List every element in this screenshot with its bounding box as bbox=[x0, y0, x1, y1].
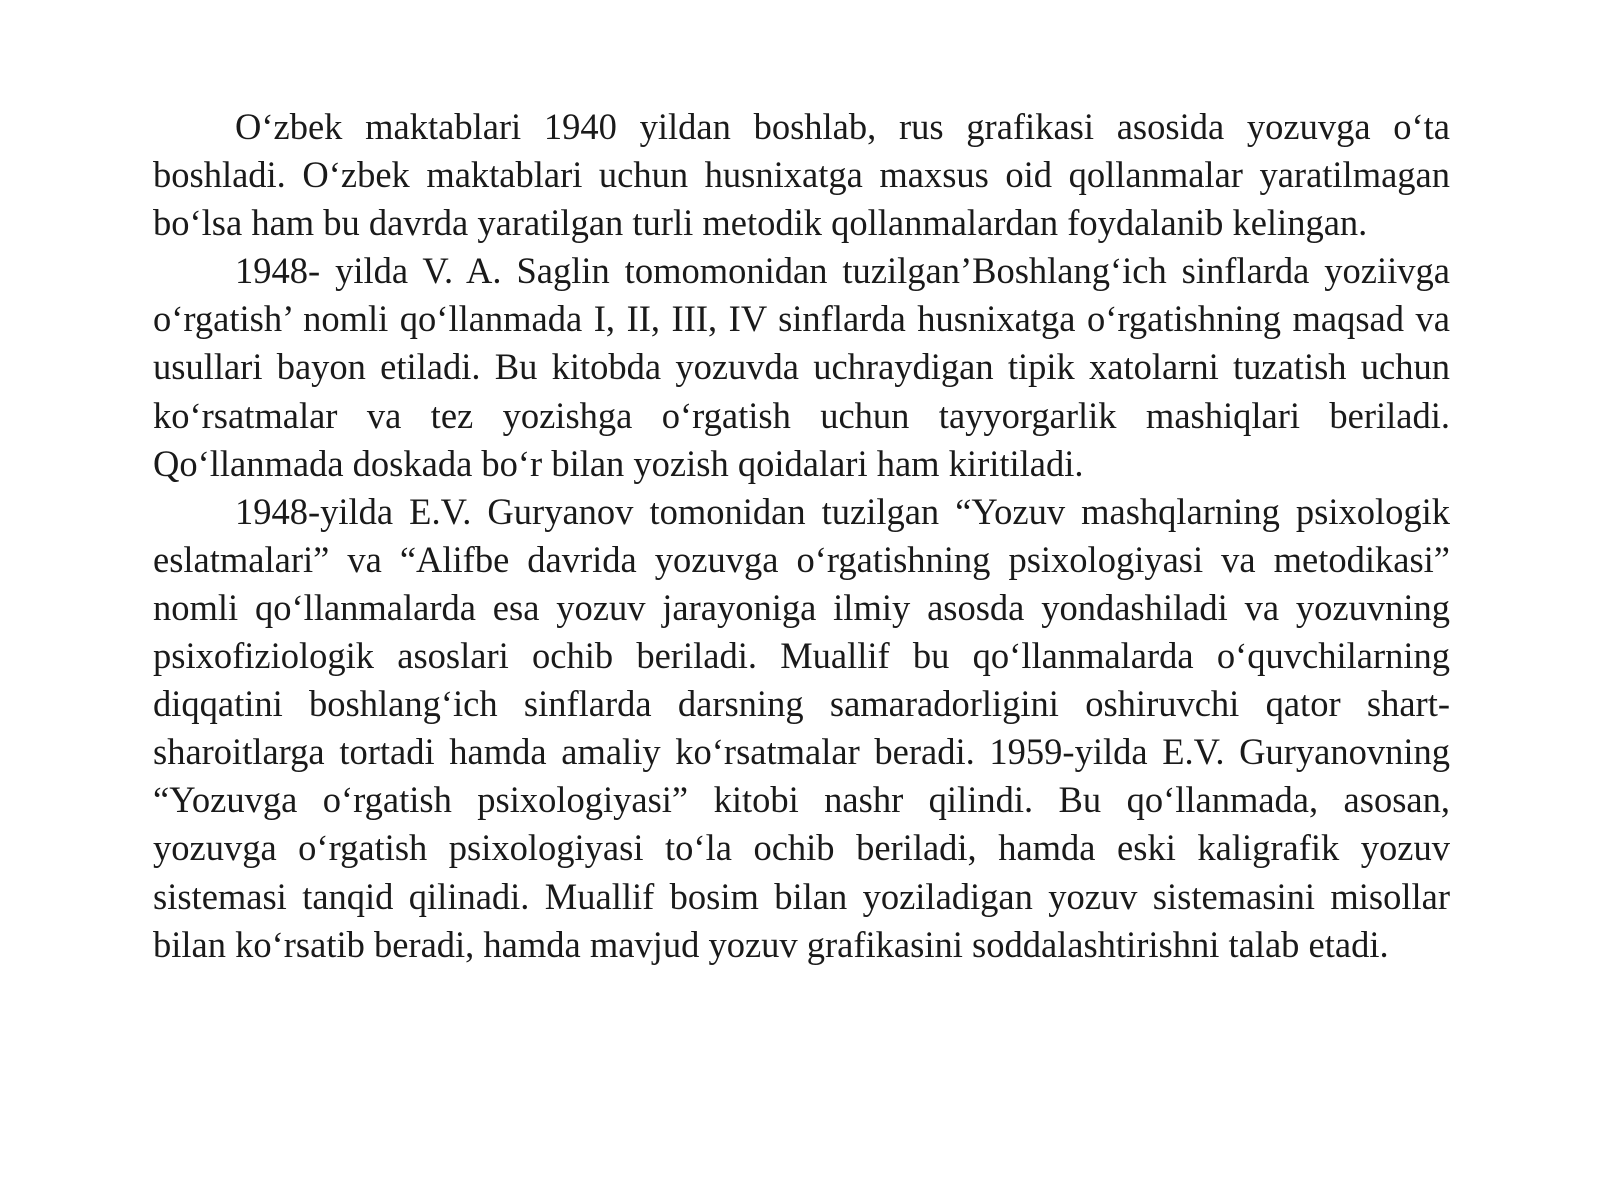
paragraph-1: Oʻzbek maktablari 1940 yildan boshlab, rus grafikasi asosida yozuvga oʻta boshladi. Oʻzbek maktablari uchun husnixatga maxsus oid qollanmalar yaratilmagan boʻlsa ham bu davrda yaratilgan turli metodik qollanmalardan foydalanib kelingan. bbox=[153, 106, 1450, 244]
paragraph-2: 1948- yilda V. A. Saglin tomomonidan tuzilgan’Boshlangʻich sinflarda yoziivga oʻrgatish’ nomli qoʻllanmada I, II, III, IV sinflarda husnixatga oʻrgatishning maqsad va usullari bayon etiladi. Bu kitobda yozuvda uchraydigan tipik xatolarni tuzatish uchun koʻrsatmalar va tez yozishga oʻrgatish uchun tayyorgarlik mashiqlari beriladi. Qoʻllanmada doskada boʻr bilan yozish qoidalari ham kiritiladi. bbox=[153, 250, 1450, 484]
paragraph-3: 1948-yilda E.V. Guryanov tomonidan tuzilgan “Yozuv mashqlarning psixologik eslatmalari” va “Alifbe davrida yozuvga oʻrgatishning psixologiyasi va metodikasi” nomli qoʻllanmalarda esa yozuv jarayoniga ilmiy asosda yondashiladi va yozuvning psixofiziologik asoslari ochib beriladi. Muallif bu qoʻllanmalarda oʻquvchilarning diqqatini boshlangʻich sinflarda darsning samaradorligini oshiruvchi qator shart-sharoitlarga tortadi hamda amaliy koʻrsatmalar beradi. 1959-yilda E.V. Guryanovning “Yozuvga oʻrgatish psixologiyasi” kitobi nashr qilindi. Bu qoʻllanmada, asosan, yozuvga oʻrgatish psixologiyasi toʻla ochib beriladi, hamda eski kaligrafik yozuv sistemasi tanqid qilinadi. Muallif bosim bilan yoziladigan yozuv sistemasini misollar bilan koʻrsatib beradi, hamda mavjud yozuv grafikasini soddalashtirishni talab etadi. bbox=[153, 490, 1450, 965]
document-page bbox=[153, 103, 1450, 969]
